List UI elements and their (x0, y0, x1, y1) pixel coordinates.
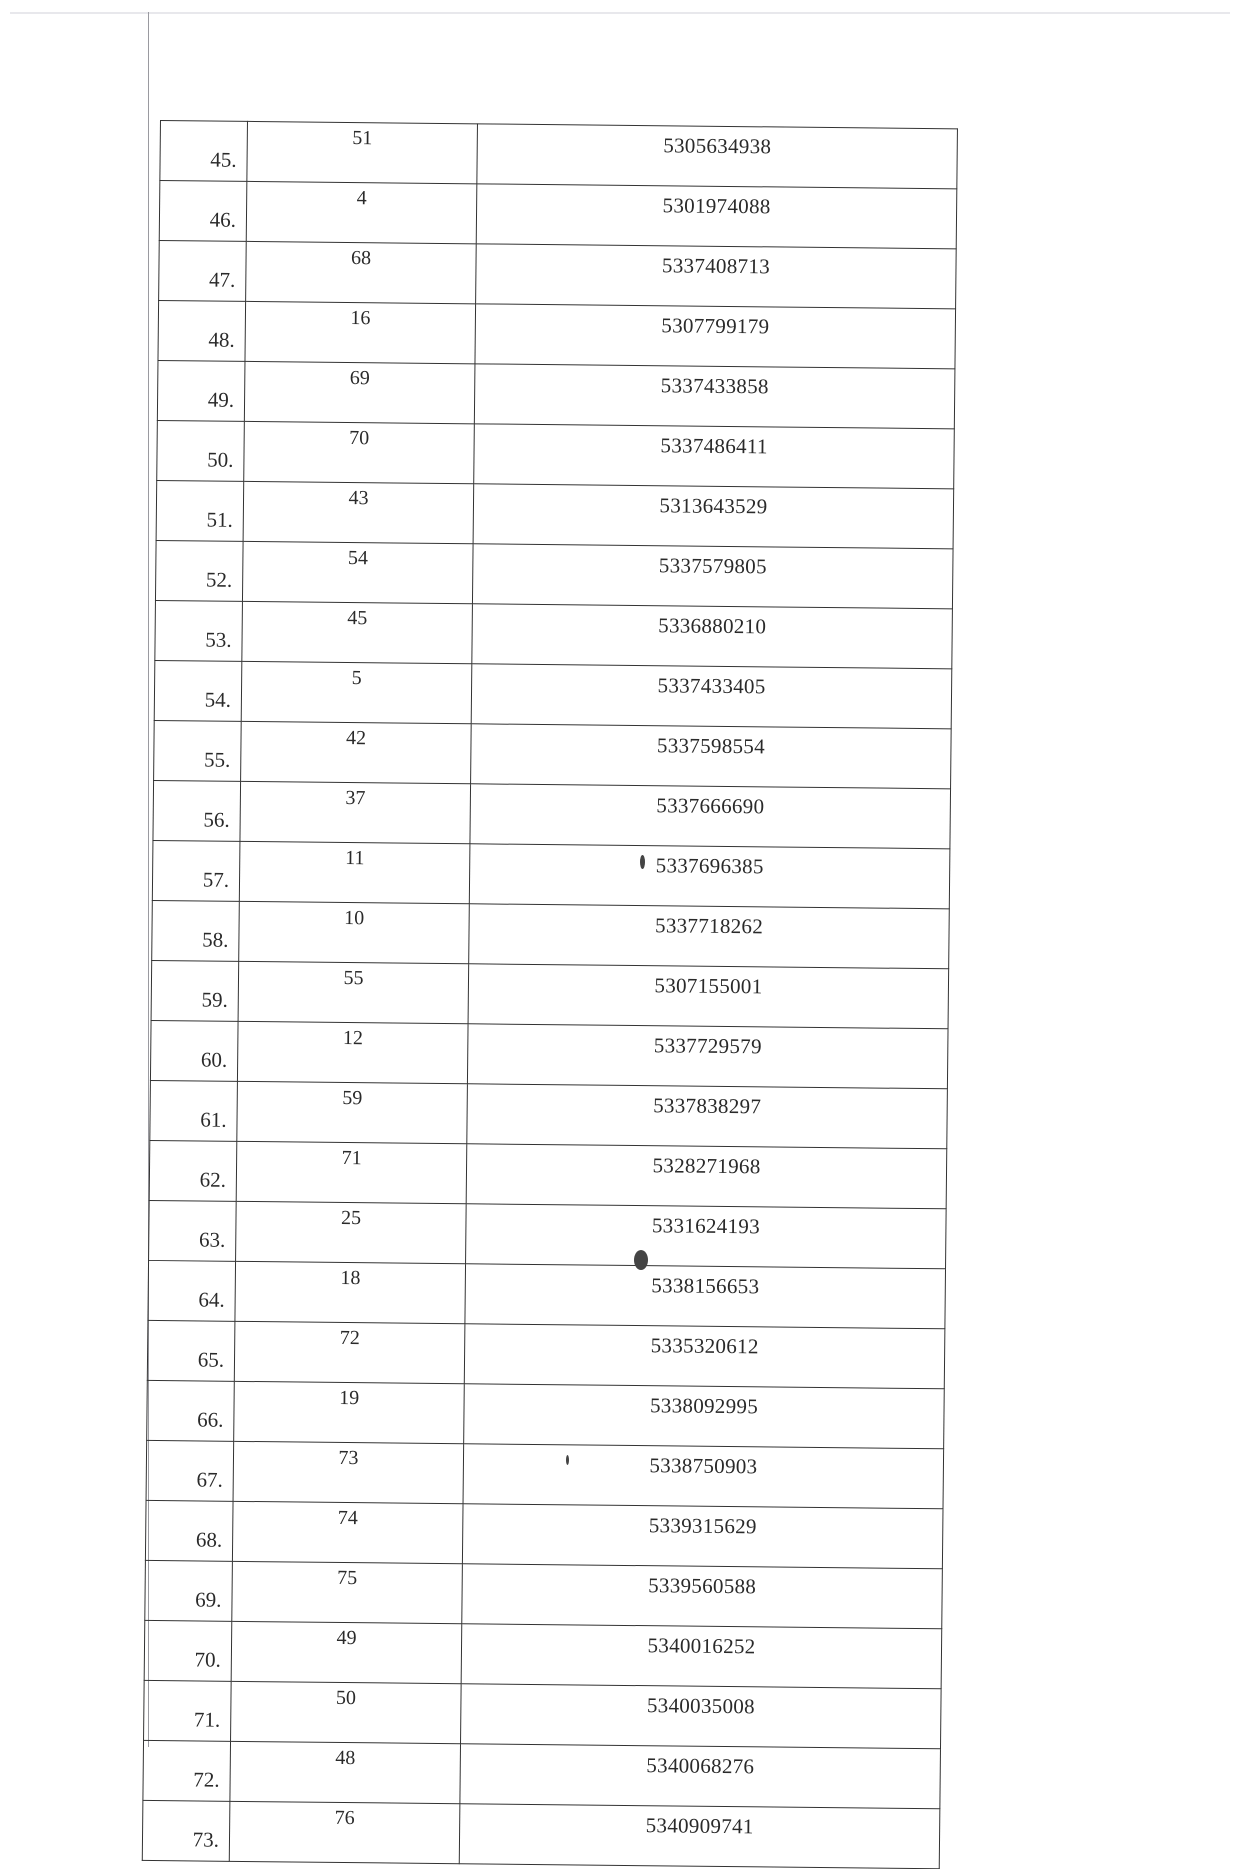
row-number-cell: 56. (153, 780, 241, 841)
row-number-cell: 68. (145, 1500, 233, 1561)
id-number-cell: 5328271968 (466, 1144, 947, 1209)
row-number-cell: 51. (156, 480, 244, 541)
code-cell: 51 (247, 121, 478, 183)
table-row (143, 1740, 941, 1808)
id-number-cell: 5305634938 (477, 124, 958, 189)
id-number-cell: 5338092995 (464, 1384, 945, 1449)
table-row (160, 121, 958, 189)
table-row (152, 900, 950, 968)
table-row (157, 360, 955, 428)
id-number-cell: 5340909741 (459, 1804, 940, 1869)
table-row (145, 1560, 943, 1628)
row-number-cell: 45. (160, 121, 248, 182)
ink-speck (634, 1250, 648, 1270)
table-row (155, 540, 953, 608)
table-row (147, 1380, 945, 1448)
code-cell: 50 (231, 1681, 462, 1743)
id-number-cell: 5337486411 (474, 424, 955, 489)
code-cell: 68 (246, 241, 477, 303)
id-number-cell: 5337579805 (472, 544, 953, 609)
document-table-container (142, 120, 958, 1869)
code-cell: 10 (239, 901, 470, 963)
code-cell: 71 (236, 1141, 467, 1203)
row-number-cell: 65. (147, 1320, 235, 1381)
code-cell: 76 (229, 1801, 460, 1863)
table-row (153, 780, 951, 848)
table-row (150, 1020, 948, 1088)
code-cell: 48 (230, 1741, 461, 1803)
table-row (144, 1620, 942, 1688)
code-cell: 4 (246, 181, 477, 243)
table-row (142, 1800, 940, 1868)
table-row (154, 720, 952, 788)
code-cell: 5 (241, 661, 472, 723)
id-number-cell: 5337696385 (469, 844, 950, 909)
row-number-cell: 67. (146, 1440, 234, 1501)
id-number-cell: 5337666690 (470, 784, 951, 849)
row-number-cell: 53. (155, 600, 243, 661)
id-number-cell: 5339560588 (462, 1564, 943, 1629)
id-number-cell: 5337408713 (476, 244, 957, 309)
row-number-cell: 60. (150, 1020, 238, 1081)
id-number-cell: 5301974088 (476, 184, 957, 249)
row-number-cell: 70. (144, 1620, 232, 1681)
table-row (144, 1680, 942, 1748)
row-number-cell: 73. (142, 1800, 230, 1861)
code-cell: 69 (244, 361, 475, 423)
id-number-cell: 5337718262 (469, 904, 950, 969)
table-row (147, 1320, 945, 1388)
ink-speck (640, 855, 645, 869)
table-row (155, 600, 953, 668)
table-body (142, 121, 957, 1869)
code-cell: 59 (237, 1081, 468, 1143)
row-number-cell: 59. (151, 960, 239, 1021)
row-number-cell: 50. (157, 420, 245, 481)
table-row (154, 660, 952, 728)
code-cell: 12 (237, 1021, 468, 1083)
row-number-cell: 49. (157, 360, 245, 421)
row-number-cell: 58. (152, 900, 240, 961)
code-cell: 73 (233, 1441, 464, 1503)
table-row (152, 840, 950, 908)
id-number-cell: 5337598554 (471, 724, 952, 789)
code-cell: 54 (242, 541, 473, 603)
row-number-cell: 54. (154, 660, 242, 721)
row-number-cell: 62. (149, 1140, 237, 1201)
id-number-cell: 5337433405 (471, 664, 952, 729)
table-row (149, 1200, 947, 1268)
row-number-cell: 72. (143, 1740, 231, 1801)
id-number-cell: 5340035008 (461, 1684, 942, 1749)
id-number-cell: 5313643529 (473, 484, 954, 549)
row-number-cell: 57. (152, 840, 240, 901)
id-number-cell: 5337729579 (467, 1024, 948, 1089)
id-number-cell: 5340068276 (460, 1744, 941, 1809)
table-row (157, 420, 955, 488)
code-cell: 19 (234, 1381, 465, 1443)
code-cell: 70 (244, 421, 475, 483)
code-cell: 45 (242, 601, 473, 663)
scan-top-edge (10, 12, 1230, 14)
code-cell: 18 (235, 1261, 466, 1323)
row-number-cell: 71. (144, 1680, 232, 1741)
id-number-cell: 5337838297 (467, 1084, 948, 1149)
code-cell: 72 (234, 1321, 465, 1383)
row-number-cell: 46. (159, 181, 247, 242)
table-row (146, 1440, 944, 1508)
table-row (151, 960, 949, 1028)
code-cell: 55 (238, 961, 469, 1023)
table-row (159, 240, 957, 308)
code-cell: 43 (243, 481, 474, 543)
code-cell: 42 (241, 721, 472, 783)
table-row (145, 1500, 943, 1568)
table-row (159, 181, 957, 249)
table-row (148, 1260, 946, 1328)
row-number-cell: 48. (158, 300, 246, 361)
table-row (149, 1140, 947, 1208)
id-number-cell: 5336880210 (472, 604, 953, 669)
id-number-cell: 5340016252 (461, 1624, 942, 1689)
code-cell: 25 (236, 1201, 467, 1263)
row-number-cell: 66. (147, 1380, 235, 1441)
id-number-cell: 5307799179 (475, 304, 956, 369)
row-number-cell: 52. (155, 540, 243, 601)
row-number-cell: 63. (149, 1200, 237, 1261)
code-cell: 37 (240, 781, 471, 843)
code-cell: 75 (232, 1561, 463, 1623)
table-row (158, 300, 956, 368)
row-number-cell: 69. (145, 1560, 233, 1621)
row-number-cell: 64. (148, 1260, 236, 1321)
id-number-cell: 5339315629 (462, 1504, 943, 1569)
id-number-cell: 5338750903 (463, 1444, 944, 1509)
table-row (156, 480, 954, 548)
id-number-cell: 5335320612 (464, 1324, 945, 1389)
id-number-cell: 5331624193 (466, 1204, 947, 1269)
code-cell: 49 (231, 1621, 462, 1683)
row-number-cell: 61. (150, 1080, 238, 1141)
id-number-cell: 5307155001 (468, 964, 949, 1029)
code-cell: 11 (239, 841, 470, 903)
code-cell: 74 (232, 1501, 463, 1563)
row-number-cell: 55. (154, 720, 242, 781)
id-number-cell: 5337433858 (474, 364, 955, 429)
code-cell: 16 (245, 301, 476, 363)
table-row (150, 1080, 948, 1148)
ink-speck (566, 1455, 569, 1465)
row-number-cell: 47. (159, 240, 247, 301)
id-list-table (142, 120, 958, 1869)
id-number-cell: 5338156653 (465, 1264, 946, 1329)
